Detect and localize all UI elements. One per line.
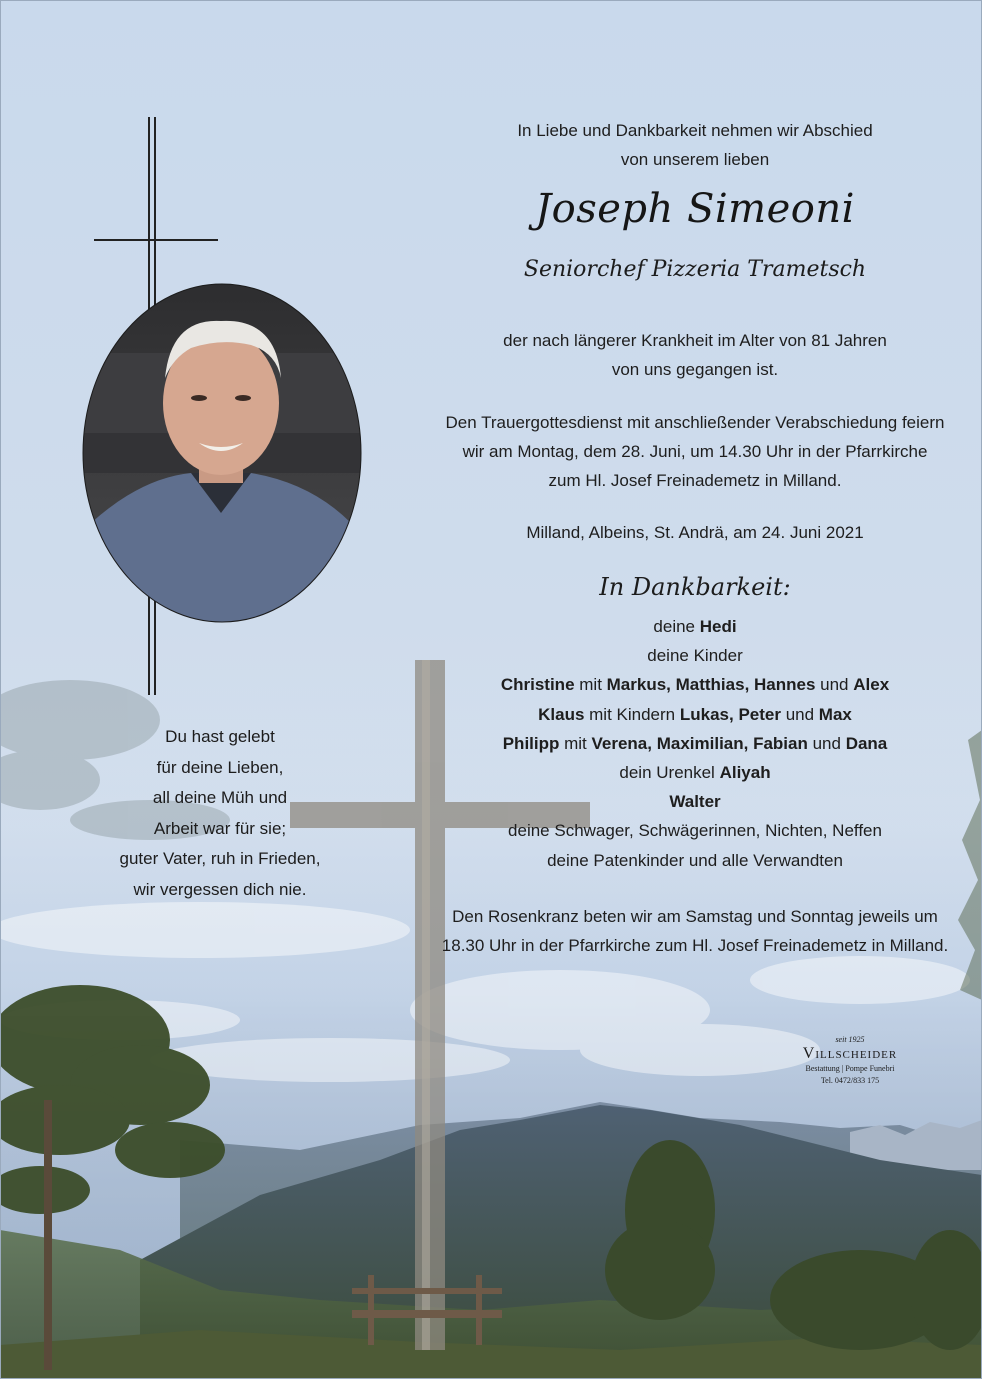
service-line-1: Den Trauergottesdienst mit anschließender Verabschiedung feiern — [445, 413, 945, 432]
family-line: Klaus mit Kindern Lukas, Peter und Max — [538, 704, 852, 724]
rosary-line-2: 18.30 Uhr in der Pfarrkirche zum Hl. Josef Freinademetz in Milland. — [441, 936, 949, 955]
rosary-paragraph — [370, 902, 982, 960]
thanks-heading: In Dankbarkeit: — [599, 573, 791, 601]
poem-line: Arbeit war für sie; — [153, 818, 287, 838]
family-line: Christine mit Markus, Matthias, Hannes und Alex — [500, 675, 890, 695]
poem-line: all deine Müh und — [152, 788, 288, 808]
poem-line: für deine Lieben, — [156, 757, 284, 777]
service-paragraph — [370, 408, 982, 495]
funeral-home-phone: Tel. 0472/833 175 — [820, 1076, 880, 1085]
rosary-line-1: Den Rosenkranz beten wir am Samstag und Sonntag jeweils um — [452, 907, 938, 926]
family-line: deine Patenkinder und alle Verwandten — [547, 850, 843, 870]
funeral-home-logo — [775, 1035, 925, 1087]
poem-line: wir vergessen dich nie. — [133, 879, 307, 899]
service-line-2: wir am Montag, dem 28. Juni, um 14.30 Uhr in der Pfarrkirche — [462, 442, 928, 461]
poem-line: Du hast gelebt — [165, 727, 275, 746]
intro-text — [380, 116, 982, 174]
family-line: deine Hedi — [653, 617, 737, 636]
deceased-name: Joseph Simeoni — [535, 186, 855, 232]
deceased-title: Seniorchef Pizzeria Trametsch — [523, 257, 867, 282]
notice-line-1: der nach längerer Krankheit im Alter von 81 Jahren — [503, 331, 887, 350]
place-date: Milland, Albeins, St. Andrä, am 24. Juni 2021 — [526, 523, 864, 542]
intro-line-2: von unserem lieben — [620, 150, 770, 169]
notice-paragraph — [370, 326, 982, 384]
family-line: Walter — [669, 792, 721, 812]
family-line: Philipp mit Verena, Maximilian, Fabian und Dana — [502, 733, 888, 753]
funeral-home-since: seit 1925 — [835, 1035, 865, 1044]
family-line: deine Schwager, Schwägerinnen, Nichten, Neffen — [508, 821, 882, 841]
service-line-3: zum Hl. Josef Freinademetz in Milland. — [548, 471, 842, 490]
family-line: deine Kinder — [647, 646, 743, 666]
funeral-home-subtitle: Bestattung | Pompe Funebri — [805, 1064, 895, 1073]
poem — [100, 722, 340, 906]
family-list — [370, 612, 982, 875]
poem-line: guter Vater, ruh in Frieden, — [119, 849, 321, 869]
notice-line-2: von uns gegangen ist. — [611, 360, 779, 379]
intro-line-1: In Liebe und Dankbarkeit nehmen wir Abschied — [517, 121, 873, 140]
family-line: dein Urenkel Aliyah — [619, 763, 771, 783]
portrait-photo — [81, 283, 363, 623]
funeral-home-name: Villscheider — [802, 1045, 898, 1062]
